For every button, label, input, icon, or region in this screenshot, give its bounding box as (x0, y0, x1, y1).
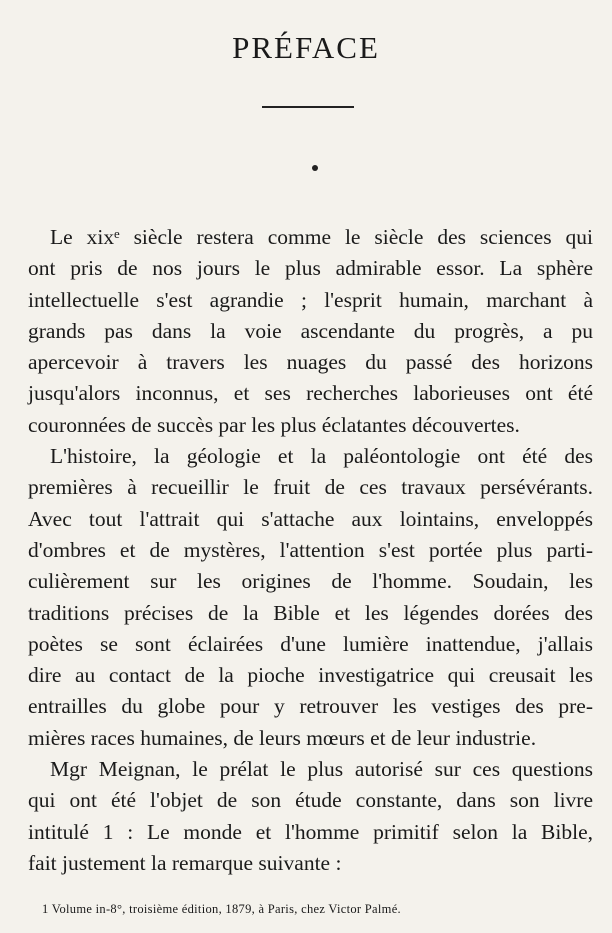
page-title: PRÉFACE (232, 30, 380, 65)
text-line: culièrement sur les origines de l'homme. Soudain, les (28, 569, 593, 594)
text-line: jusqu'alors inconnus, et ses recherches laborieuses ont été (28, 381, 593, 406)
text-line: traditions précises de la Bible et les légendes dorées des (28, 600, 593, 625)
footnote: 1 Volume in-8°, troisième édition, 1879, à Paris, chez Victor Palmé. (42, 902, 401, 916)
text-line: couronnées de succès par les plus éclatantes découvertes. (28, 412, 520, 437)
text-line: fait justement la remarque suivante : (28, 850, 342, 875)
text-line: Le xixᵉ siècle restera comme le siècle des sciences qui (50, 225, 593, 249)
text-line: entrailles du globe pour y retrouver les vestiges des pre- (28, 694, 593, 719)
text-line: Avec tout l'attrait qui s'attache aux lointains, enveloppés (28, 506, 593, 531)
text-line: intellectuelle s'est agrandie ; l'esprit humain, marchant à (28, 287, 593, 312)
text-line: Mgr Meignan, le prélat le plus autorisé sur ces questions (50, 757, 593, 782)
text-line: mières races humaines, de leurs mœurs et de leur industrie. (28, 725, 537, 750)
text-line: ont pris de nos jours le plus admirable essor. La sphère (28, 256, 593, 281)
preface-text (28, 222, 593, 879)
title-rule (262, 106, 354, 108)
text-line: qui ont été l'objet de son étude constante, dans son livre (28, 788, 593, 813)
text-line: dire au contact de la pioche investigatrice qui creusait les (28, 663, 593, 688)
text-line: apercevoir à travers les nuages du passé des horizons (28, 350, 593, 375)
text-line: d'ombres et de mystères, l'attention s'est portée plus parti- (28, 537, 593, 562)
ornament-dot (312, 165, 318, 171)
text-line: intitulé 1 : Le monde et l'homme primitif selon la Bible, (28, 819, 593, 844)
text-line: premières à recueillir le fruit de ces travaux persévérants. (28, 475, 593, 500)
text-line: L'histoire, la géologie et la paléontologie ont été des (50, 444, 593, 469)
text-line: poètes se sont éclairées d'une lumière inattendue, j'allais (28, 631, 593, 656)
text-line: grands pas dans la voie ascendante du progrès, a pu (28, 318, 593, 343)
